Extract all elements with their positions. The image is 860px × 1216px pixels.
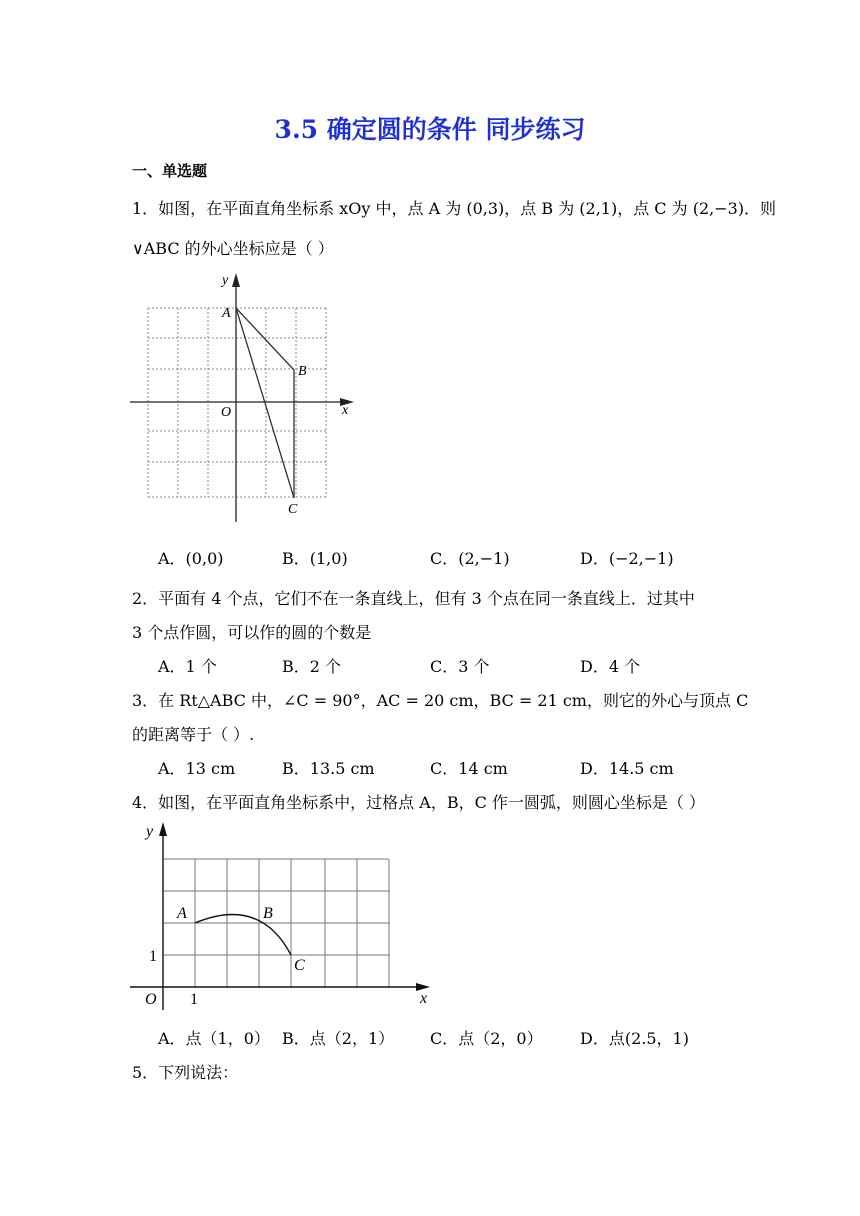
q1-y-arrow xyxy=(232,273,240,287)
q4-point-a-label: A xyxy=(177,905,187,922)
q2-option-b[interactable]: B．2 个 xyxy=(282,657,342,676)
q1-text-line2: ∨ABC 的外心坐标应是（ ） xyxy=(132,239,334,258)
q4-point-c-label: C xyxy=(294,957,305,974)
q1-text-line1: 1．如图，在平面直角坐标系 xOy 中，点 A 为 (0,3)，点 B 为 (2,1)，点 C 为 (2,−3)．则 xyxy=(132,199,777,218)
q1-triangle-abc xyxy=(236,308,294,498)
q2-option-a[interactable]: A．1 个 xyxy=(158,657,217,676)
q4-y-tick-1: 1 xyxy=(149,948,157,965)
q3-text-line1: 3．在 Rt△ABC 中，∠C = 90°，AC = 20 cm，BC = 21 cm，则它的外心与顶点 C xyxy=(132,691,749,710)
q2-option-c[interactable]: C．3 个 xyxy=(430,657,490,676)
q2-option-d[interactable]: D．4 个 xyxy=(580,657,641,676)
q1-figure xyxy=(126,268,361,528)
q3-text-line2: 的距离等于（ ）. xyxy=(132,725,255,744)
q4-option-a[interactable]: A．点（1，0） xyxy=(158,1029,270,1048)
q1-option-a[interactable]: A．(0,0) xyxy=(158,549,224,568)
q1-option-d[interactable]: D．(−2,−1) xyxy=(580,549,674,568)
q1-point-a-label: A xyxy=(222,306,231,321)
page-title: 3.5 确定圆的条件 同步练习 xyxy=(274,115,586,144)
q4-x-label: x xyxy=(420,990,428,1007)
q4-arc-abc xyxy=(195,915,291,955)
q5-text-line1: 5．下列说法： xyxy=(132,1063,239,1082)
q3-option-a[interactable]: A．13 cm xyxy=(158,759,236,778)
q4-text-line1: 4．如图，在平面直角坐标系中，过格点 A，B，C 作一圆弧，则圆心坐标是（ ） xyxy=(132,793,705,812)
q2-text-line1: 2．平面有 4 个点，它们不在一条直线上，但有 3 个点在同一条直线上．过其中 xyxy=(132,589,695,608)
q1-point-b-label: B xyxy=(298,364,307,379)
section-heading: 一、单选题 xyxy=(132,162,208,180)
q1-point-c-label: C xyxy=(288,502,298,517)
q4-option-c[interactable]: C．点（2，0） xyxy=(430,1029,543,1048)
q3-option-b[interactable]: B．13.5 cm xyxy=(282,759,375,778)
q1-origin-label: O xyxy=(221,405,232,420)
q1-y-label: y xyxy=(222,273,229,288)
q1-option-b[interactable]: B．(1,0) xyxy=(282,549,348,568)
q4-y-label: y xyxy=(146,823,154,840)
q4-point-b-label: B xyxy=(263,905,273,922)
q4-origin-label: O xyxy=(145,991,157,1008)
q2-text-line2: 3 个点作圆，可以作的圆的个数是 xyxy=(132,623,372,642)
q3-option-c[interactable]: C．14 cm xyxy=(430,759,508,778)
q4-y-arrow xyxy=(159,822,167,836)
q1-x-label: x xyxy=(342,403,349,418)
q1-option-c[interactable]: C．(2,−1) xyxy=(430,549,510,568)
q4-grid xyxy=(163,859,389,987)
q3-option-d[interactable]: D．14.5 cm xyxy=(580,759,674,778)
q4-option-d[interactable]: D．点(2.5，1) xyxy=(580,1029,689,1048)
q4-option-b[interactable]: B．点（2，1） xyxy=(282,1029,395,1048)
q4-figure xyxy=(130,818,440,1013)
q4-x-tick-1: 1 xyxy=(190,991,198,1008)
